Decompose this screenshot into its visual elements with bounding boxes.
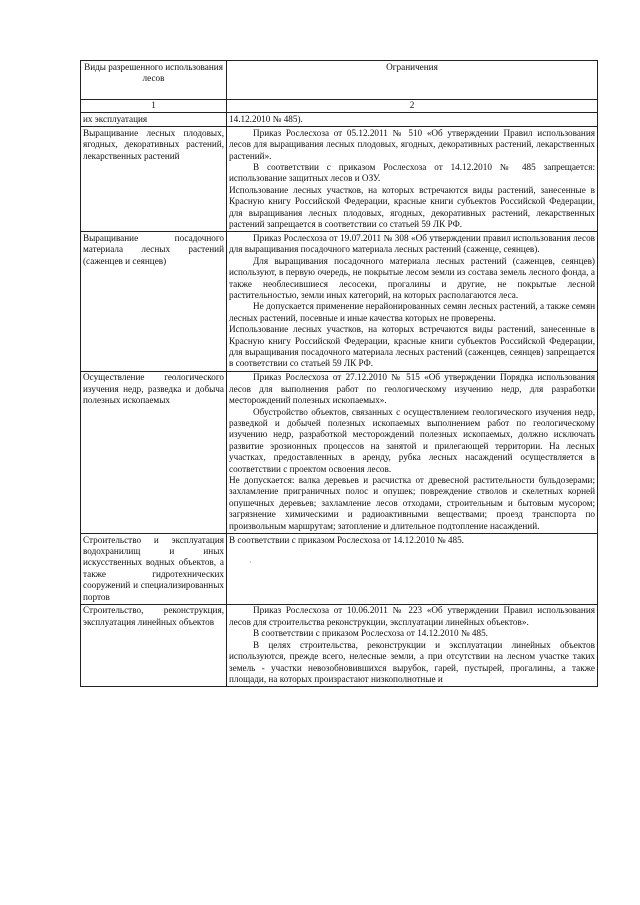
blank-line bbox=[229, 557, 595, 568]
column-number-2: 2 bbox=[227, 99, 598, 113]
table-row bbox=[81, 127, 598, 232]
use-type-cell: Выращивание посадочного материала лесных растений (саженцев и сеянцев) bbox=[81, 232, 227, 371]
restriction-paragraph: Приказ Рослесхоза от 10.06.2011 № 223 «Об утверждении Правил использования лесов для строительства реконструкции, эксплуатации линейных объектов». bbox=[229, 605, 595, 627]
restriction-cell bbox=[227, 127, 598, 232]
restriction-paragraph: 14.12.2010 № 485). bbox=[229, 113, 303, 124]
use-type-cell: Строительство, реконструкция, эксплуатация линейных объектов bbox=[81, 604, 227, 686]
use-type-cell: Осуществление геологического изучения недр, разведка и добыча полезных ископаемых bbox=[81, 371, 227, 533]
restriction-paragraph: В соответствии с приказом Рослесхоза от 14.12.2010 № 485. bbox=[253, 628, 488, 639]
restriction-paragraph: Приказ Рослесхоза от 19.07.2011 № 308 «Об утверждении правил использования лесов для выращивания посадочного материала лесных растений (саженце, сеянцев). bbox=[229, 232, 595, 255]
restriction-paragraph: Использование лесных участков, на которых встречаются виды растений, занесенные в Красную книгу Российской Федерации, красные книги субъектов Российской Федерации, для выращивания посадочного материала лесных растений (саженцев, сеянцев) запрещается в соответствии со статьей 59 ЛК РФ. bbox=[229, 324, 595, 369]
restriction-paragraph: В соответствии с приказом Рослесхоза от 14.12.2010 № 485 запрещается: использование защитных лесов и ОЗУ. bbox=[229, 162, 595, 184]
use-type-cell: их эксплуатация bbox=[81, 113, 227, 127]
table-row bbox=[81, 113, 598, 127]
restriction-paragraph: Для выращивания посадочного материала лесных растений (саженцев, сеянцев) используют, в первую очередь, не покрытые лесом земли из состава земель лесного фонда, а также необлесившиеся лесосеки, прогалины и другие, не покрытые лесной растительностью, земли иных категорий, на которых располагаются леса. bbox=[229, 255, 595, 300]
restriction-cell bbox=[227, 113, 598, 127]
table-header-row bbox=[81, 61, 598, 100]
use-type-cell: Выращивание лесных плодовых, ягодных, декоративных растений, лекарственных растений bbox=[81, 127, 227, 232]
restriction-cell bbox=[227, 371, 598, 533]
restriction-paragraph: Приказ Рослесхоза от 27.12.2010 № 515 «Об утверждении Порядка использования лесов для выполнения работ по геологическому изучению недр, для разработки месторождений полезных ископаемых». bbox=[229, 372, 595, 406]
use-type-cell: Строительство и эксплуатация водохранилищ и иных искусственных водных объектов, а также гидротехнических сооружений и специализированных портов bbox=[81, 534, 227, 605]
restriction-paragraph: В целях строительства, реконструкции и эксплуатации линейных объектов используются, прежде всего, нелесные земли, а при отсутствии на лесном участке таких земель - участки невозобновившихся вырубок, гарей, пустырей, прогалины, а также площади, на которых произрастают низкополнотные и bbox=[229, 639, 595, 684]
table-row bbox=[81, 604, 598, 686]
table-row bbox=[81, 534, 598, 605]
blank-line bbox=[229, 546, 595, 557]
restriction-paragraph: Приказ Рослесхоза от 05.12.2011 № 510 «Об утверждении Правил использования лесов для выращивания лесных плодовых, ягодных, декоративных растений, лекарственных растений». bbox=[229, 127, 595, 161]
document-page bbox=[80, 60, 597, 687]
stray-mark: · bbox=[249, 556, 253, 567]
header-restrictions: Ограничения bbox=[227, 61, 598, 100]
column-number-1: 1 bbox=[81, 99, 227, 113]
restriction-paragraph: Обустройство объектов, связанных с осуществлением геологического изучения недр, разведкой и добычей полезных ископаемых выполнением работ по геологическому изучению недр, разработкой месторождений полезных ископаемых, должно исключать развитие эрозионных процессов на занятой и прилегающей территории. На лесных участках, предоставленных в аренду, рубка лесных насаждений осуществляется в соответствии с проектом освоения лесов. bbox=[229, 406, 595, 474]
table-row bbox=[81, 232, 598, 371]
forest-use-restrictions-table bbox=[80, 60, 598, 687]
restriction-cell bbox=[227, 232, 598, 371]
restriction-cell bbox=[227, 534, 598, 605]
restriction-paragraph: Использование лесных участков, на которых встречаются виды растений, занесенные в Красную книгу Российской Федерации, красные книги субъектов Российской Федерации, для выращивания лесных плодовых, ягодных, декоративных растений, лекарственных растений запрещается в соответствии со статьей 59 ЛК РФ. bbox=[229, 184, 595, 230]
table-row bbox=[81, 371, 598, 533]
header-use-types: Виды разрешенного использования лесов bbox=[81, 61, 227, 100]
restriction-paragraph: В соответствии с приказом Рослесхоза от 14.12.2010 № 485. bbox=[229, 534, 464, 545]
restriction-paragraph: Не допускается: валка деревьев и расчистка от древесной растительности бульдозерами; захламление приграничных полос и опушек; повреждение стволов и скелетных корней опушечных деревьев; захламление лесов отходами, строительным и бытовым мусором; загрязнение химическими и радиоактивными веществами; проезд транспорта по произвольным маршрутам; затопление и длительное подтопление насаждений. bbox=[229, 475, 595, 531]
restriction-paragraph: Не допускается применение нерайонированных семян лесных растений, а также семян лесных растений, посевные и иные качества которых не проверены. bbox=[229, 301, 595, 323]
restriction-cell bbox=[227, 604, 598, 686]
column-number-row bbox=[81, 99, 598, 113]
